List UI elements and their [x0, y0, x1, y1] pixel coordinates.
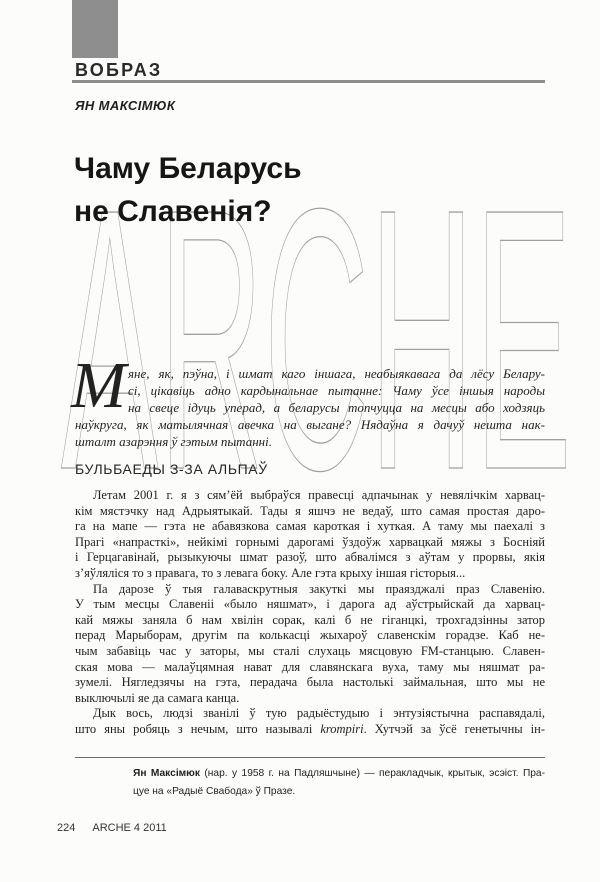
- watermark-text: ARCHE: [61, 131, 572, 547]
- text-line: Дык вось, людзі званілі ў тую радыёстудыю і энтузіястычна распавядалі,: [93, 706, 545, 721]
- text-line: Прагі «напрасткі», нейкімі горнымі дарогамі ўздоўж харвацкай мяжы з Босніяй: [75, 534, 545, 549]
- bio-line: [133, 765, 545, 783]
- title-line: не Славенія?: [74, 195, 272, 228]
- bio-line: [133, 783, 545, 801]
- page-number: 224: [57, 822, 76, 834]
- italic-term: krompiri: [320, 721, 364, 736]
- drop-cap: М: [71, 349, 126, 422]
- bio-text: цуе на «Радыё Свабода» ў Празе.: [133, 786, 296, 797]
- author-bio: [133, 765, 545, 801]
- page-footer: [57, 822, 167, 835]
- text-line: перад Марыборам, другім па колькасці жыхароў славенскім горадзе. Каб не-: [75, 628, 545, 643]
- text-line: га на мапе — гэта не абавязкова самая кароткая і хуткая. А таму мы паехалі з: [75, 519, 545, 534]
- journal-issue: ARCHE 4 2011: [92, 822, 167, 834]
- text-segment: што яны робяць з нечым, што называлі: [75, 721, 321, 736]
- intro-line: наўкруга, як матылячная авечка на выгане? Нядаўна я дачуў нешта нак-: [75, 417, 545, 432]
- text-line: ская мова — малаўцямная нават для славянскага вуха, таму мы няшмат ра-: [75, 659, 545, 674]
- intro-line: шталт азарэння ў гэтым пытанні.: [75, 434, 272, 449]
- text-line: кім мястэчку над Адрыятыкай. Тады я яшчэ не ведаў, што самая простая даро-: [75, 503, 545, 518]
- text-line: зумелі. Нягледзячы на гэта, перадача была настолькі займальная, што мы не: [75, 675, 545, 690]
- text-segment: . Хутчэй за ўсё генетычны ін-: [363, 721, 546, 736]
- bio-author-name: Ян Максімюк: [133, 768, 200, 779]
- section-subheading: БУЛЬБАЕДЫ З-ЗА АЛЬПАЎ: [75, 461, 268, 477]
- article-body: [75, 488, 545, 738]
- intro-line: на свеце ідуць уперад, а беларусы топчуцца на месцы або ходзяць: [128, 400, 545, 415]
- footnote-rule: [75, 757, 545, 758]
- text-line: Летам 2001 г. я з сям’ёй выбраўся правесці адпачынак у невялічкім харвац-: [93, 488, 545, 502]
- text-line: з’яўляліся то з правага, то з левага боку. Але гэта крыху іншая гісторыя...: [75, 565, 466, 580]
- body-paragraph: [75, 488, 545, 582]
- text-line: Па дарозе ў тыя галаваскрутныя закуткі мы праязджалі праз Славенію.: [93, 581, 545, 596]
- text-line: і Герцагавінай, рызыкуючы шмат разоў, што абвалімся з аўтам у прорвы, якія: [75, 550, 545, 565]
- text-line: чым забавіць час у заторы, мы сталі слухаць мясцовую FM-станцыю. Славен-: [75, 643, 545, 658]
- author-name: ЯН МАКСІМЮК: [75, 98, 176, 113]
- intro-line: сі, цікавіць адно кардынальнае пытанне: Чаму ўсе іншыя народы: [128, 383, 545, 398]
- intro-line: яне, як, пэўна, і шмат каго іншага, неабыякавага да лёсу Белару-: [128, 366, 545, 381]
- body-paragraph: [75, 582, 545, 707]
- text-line: [75, 722, 545, 738]
- text-line: У тым месцы Славеніі «было няшмат», і дарога ад аўстрыйскай да харвац-: [75, 597, 545, 612]
- body-paragraph: [75, 706, 545, 737]
- article-title: [74, 147, 302, 233]
- text-line: выключылі яе да самага канца.: [75, 690, 240, 705]
- title-line: Чаму Беларусь: [74, 152, 302, 185]
- section-label: ВОБРАЗ: [75, 60, 163, 80]
- section-color-block: [72, 0, 118, 58]
- bio-text: (нар. у 1958 г. на Падляшчыне) — перакладчык, крытык, эсэіст. Пра-: [199, 768, 545, 779]
- section-rule: [72, 80, 545, 83]
- text-line: кай мяжы заняла б нам хвілін сорак, калі б не гіганцкі, трохгадзінны затор: [75, 612, 545, 627]
